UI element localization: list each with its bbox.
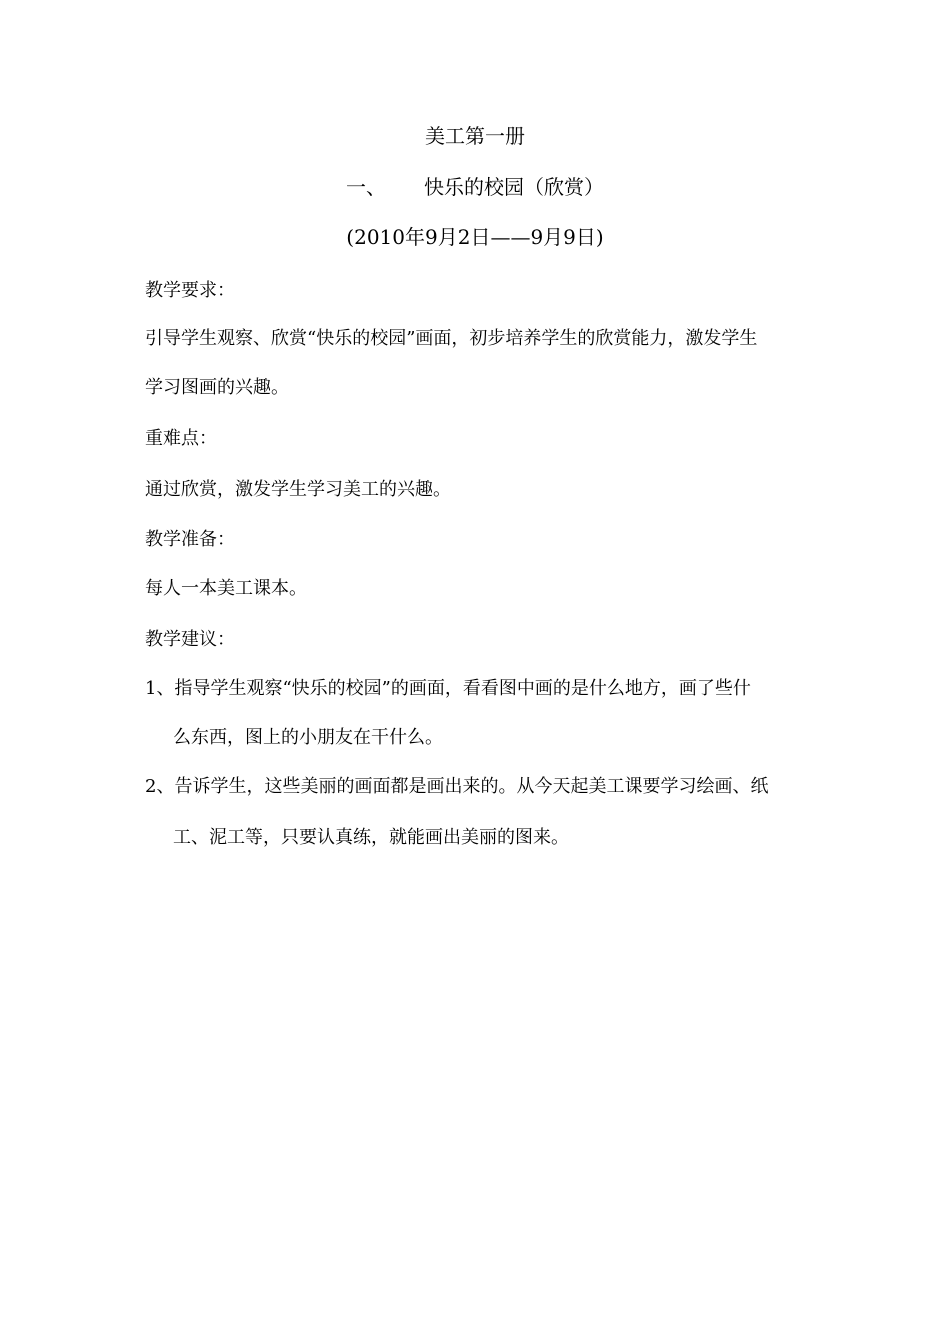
suggestion-1-line2: 么东西，图上的小朋友在干什么。 [173,727,443,748]
lesson-number: 一、 [346,175,386,199]
requirements-heading: 教学要求： [145,280,235,301]
key-points-heading: 重难点： [145,428,217,449]
preparation-text: 每人一本美工课本。 [145,578,307,599]
date-range: (2010年9月2日——9月9日) [346,225,604,249]
suggestions-heading: 教学建议： [145,629,235,650]
book-title: 美工第一册 [425,124,525,148]
suggestion-2-line2: 工、泥工等，只要认真练，就能画出美丽的图来。 [173,827,569,848]
lesson-title: 快乐的校园（欣赏） [424,175,604,199]
requirements-text-line2: 学习图画的兴趣。 [145,377,289,398]
suggestion-1-line1: 1、指导学生观察“快乐的校园”的画面，看看图中画的是什么地方，画了些什 [145,678,751,699]
key-points-text: 通过欣赏，激发学生学习美工的兴趣。 [145,479,451,500]
requirements-text-line1: 引导学生观察、欣赏“快乐的校园”画面，初步培养学生的欣赏能力，激发学生 [145,328,758,349]
lesson-heading [0,175,950,199]
preparation-heading: 教学准备： [145,529,235,550]
suggestion-2-line1: 2、告诉学生，这些美丽的画面都是画出来的。从今天起美工课要学习绘画、纸 [145,776,769,797]
